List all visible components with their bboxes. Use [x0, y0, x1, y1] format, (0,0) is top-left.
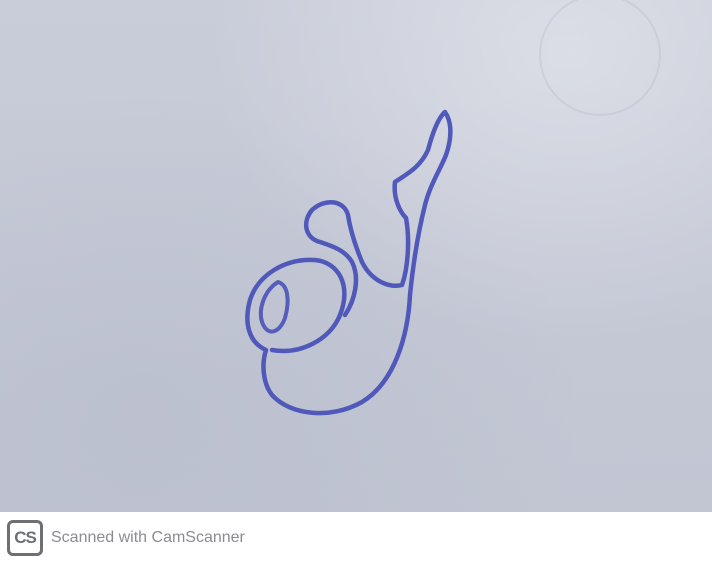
footer-text: Scanned with CamScanner	[51, 528, 245, 546]
signature-stroke	[247, 112, 450, 413]
camscanner-logo	[7, 520, 43, 556]
scanner-footer	[0, 512, 712, 563]
paper-mark	[540, 0, 660, 115]
camscanner-logo-text: CS	[14, 527, 36, 547]
signature-stroke-loop	[261, 282, 288, 332]
